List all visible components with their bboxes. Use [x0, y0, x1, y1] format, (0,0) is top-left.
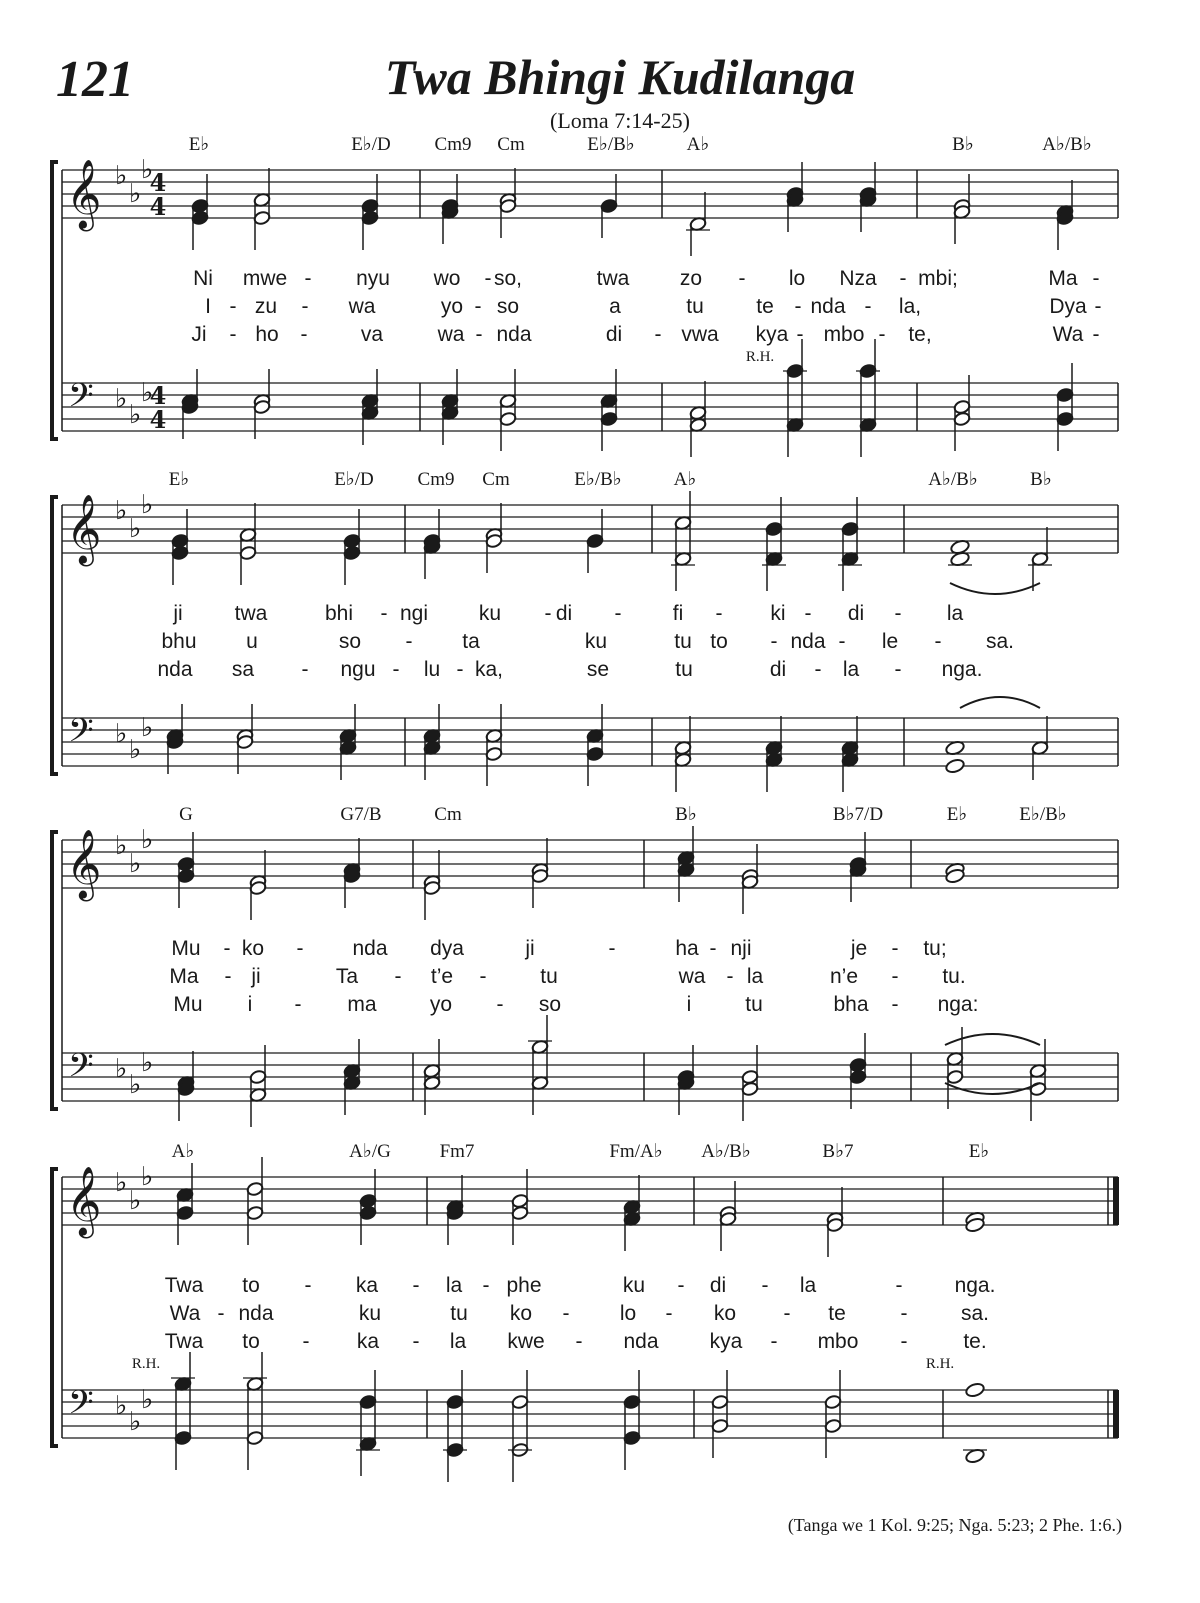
lyric-syllable: - [895, 1274, 903, 1297]
lyric-syllable: wo [433, 267, 461, 290]
lyric-syllable: ngu [340, 658, 376, 681]
lyric-syllable: - [726, 965, 734, 988]
lyric-syllable: lo [788, 267, 806, 290]
chord-symbol: Cm9 [417, 469, 455, 490]
chord-symbol: Fm/A♭ [609, 1141, 663, 1162]
flat-sign: ♭ [129, 735, 142, 765]
lyric-syllable: nda [157, 658, 193, 681]
lyric-syllable: kya [709, 1330, 743, 1353]
lyric-syllable: - [891, 937, 899, 960]
lyric-syllable: zo [679, 267, 703, 290]
lyric-syllable: - [380, 602, 388, 625]
flat-sign: ♭ [141, 490, 154, 520]
lyric-syllable: - [899, 267, 907, 290]
lyric-syllable: la, [898, 295, 922, 318]
lyric-syllable: ku [622, 1274, 646, 1297]
lyric-syllable: Wa [1052, 323, 1084, 346]
lyric-syllable: Ni [193, 267, 213, 290]
lyric-syllable: nda [623, 1330, 659, 1353]
lyric-syllable: kya [755, 323, 789, 346]
chord-symbol: Fm7 [439, 1141, 475, 1162]
lyric-syllable: vwa [681, 323, 719, 346]
time-signature-top: 4 [149, 168, 167, 197]
lyric-syllable: di [847, 602, 865, 625]
lyric-syllable: tu [540, 965, 558, 988]
lyric-syllable: - [761, 1274, 769, 1297]
chord-symbol: E♭/D [351, 134, 391, 155]
lyric-syllable: - [709, 937, 717, 960]
lyric-syllable: ko [713, 1302, 737, 1325]
lyric-syllable: te [756, 295, 774, 318]
lyric-syllable: wa [348, 295, 376, 318]
bass-clef: 𝄢 [68, 1384, 94, 1430]
lyric-syllable: - [891, 993, 899, 1016]
lyric-syllable: - [677, 1274, 685, 1297]
note-head [945, 758, 966, 774]
bass-clef: 𝄢 [68, 712, 94, 758]
lyric-syllable: - [794, 295, 802, 318]
lyric-syllable: tu. [942, 965, 966, 988]
system-bracket [52, 162, 58, 439]
lyric-syllable: - [608, 937, 616, 960]
lyric-syllable: - [394, 965, 402, 988]
lyric-syllable: fi [672, 602, 684, 625]
treble-clef: 𝄞 [66, 1166, 102, 1236]
lyric-syllable: - [304, 1274, 312, 1297]
lyric-syllable: - [900, 1330, 908, 1353]
lyric-syllable: - [1092, 267, 1100, 290]
lyric-syllable: ho [255, 323, 279, 346]
chord-symbol: B♭ [675, 804, 697, 825]
lyric-syllable: - [934, 630, 942, 653]
lyric-syllable: - [475, 323, 483, 346]
lyric-syllable: lu [423, 658, 441, 681]
flat-sign: ♭ [141, 1048, 154, 1078]
lyric-syllable: tu [675, 658, 693, 681]
lyric-syllable: nyu [356, 267, 390, 290]
lyric-syllable: dya [430, 937, 464, 960]
lyric-syllable: i [686, 993, 692, 1016]
lyric-syllable: - [804, 602, 812, 625]
lyric-syllable: ka [356, 1330, 380, 1353]
tie-slur [960, 697, 1040, 708]
lyric-syllable: tu [450, 1302, 468, 1325]
lyric-syllable: ku [584, 630, 608, 653]
chord-symbol: G [179, 804, 193, 825]
lyric-syllable: la [799, 1274, 817, 1297]
lyric-syllable: - [900, 1302, 908, 1325]
lyric-syllable: bhi [324, 602, 354, 625]
lyric-syllable: ko [241, 937, 265, 960]
tie-slur [950, 583, 1040, 594]
lyric-syllable: u [246, 630, 258, 653]
lyric-syllable: - [474, 295, 482, 318]
lyric-syllable: tu [674, 630, 692, 653]
lyric-syllable: wa [678, 965, 706, 988]
lyric-syllable: lo [619, 1302, 637, 1325]
lyric-syllable: ji [525, 937, 535, 960]
lyric-syllable: nga. [954, 1274, 996, 1297]
lyric-syllable: Twa [164, 1330, 204, 1353]
lyric-syllable: tu; [923, 937, 947, 960]
lyric-syllable: - [229, 295, 237, 318]
lyric-syllable: sa. [985, 630, 1015, 653]
lyric-syllable: - [482, 1274, 490, 1297]
lyric-syllable: la [445, 1274, 463, 1297]
chord-symbol: Cm [434, 804, 462, 825]
chord-symbol: A♭/B♭ [701, 1141, 751, 1162]
lyric-syllable: - [738, 267, 746, 290]
lyric-syllable: - [665, 1302, 673, 1325]
flat-sign: ♭ [141, 825, 154, 855]
lyric-syllable: - [894, 602, 902, 625]
lyric-syllable: ka, [474, 658, 504, 681]
lyric-syllable: Ta [335, 965, 359, 988]
lyric-syllable: - [783, 1302, 791, 1325]
lyric-syllable: - [304, 267, 312, 290]
lyric-syllable: - [300, 323, 308, 346]
flat-sign: ♭ [115, 1168, 128, 1198]
lyric-syllable: sa [231, 658, 255, 681]
lyric-syllable: ji [251, 965, 261, 988]
lyric-syllable: - [301, 295, 309, 318]
chord-symbol: A♭ [686, 134, 710, 155]
lyric-syllable: n’e [829, 965, 859, 988]
lyric-syllable: I [205, 295, 211, 318]
lyric-syllable: ku [358, 1302, 382, 1325]
flat-sign: ♭ [129, 1070, 142, 1100]
lyric-syllable: mbi; [918, 267, 958, 290]
lyric-syllable: - [796, 323, 804, 346]
treble-clef: 𝄞 [66, 494, 102, 564]
lyric-syllable: nda [790, 630, 826, 653]
lyric-syllable: - [217, 1302, 225, 1325]
flat-sign: ♭ [115, 719, 128, 749]
lyric-syllable: a [609, 295, 621, 318]
chord-symbol: B♭7 [822, 1141, 854, 1162]
hymn-number: 121 [56, 51, 134, 108]
lyric-syllable: Mu [173, 993, 203, 1016]
flat-sign: ♭ [141, 713, 154, 743]
lyric-syllable: - [456, 658, 464, 681]
lyric-syllable: yo [429, 993, 453, 1016]
note [945, 758, 966, 774]
hymn-title: Twa Bhingi Kudilanga [384, 49, 856, 105]
lyric-syllable: ha [675, 937, 699, 960]
system-bracket [52, 1169, 58, 1446]
chord-symbol: B♭ [1030, 469, 1052, 490]
lyric-syllable: - [1092, 323, 1100, 346]
lyric-syllable: - [302, 1330, 310, 1353]
lyric-syllable: di [605, 323, 623, 346]
lyric-syllable: - [412, 1330, 420, 1353]
lyric-syllable: ki [770, 602, 786, 625]
chord-symbol: E♭ [946, 804, 968, 825]
chord-symbol: A♭ [673, 469, 697, 490]
lyric-syllable: la [449, 1330, 467, 1353]
lyric-syllable: ku [478, 602, 502, 625]
bass-clef: 𝄢 [68, 377, 94, 423]
time-signature-bottom: 4 [149, 405, 167, 434]
chord-symbol: E♭/B♭ [1019, 804, 1067, 825]
lyric-syllable: to [242, 1274, 260, 1297]
lyric-syllable: - [229, 323, 237, 346]
tie-slur [945, 1034, 1040, 1045]
lyric-syllable: te, [908, 323, 932, 346]
lyric-syllable: di [709, 1274, 727, 1297]
chord-symbol: E♭/D [334, 469, 374, 490]
lyric-syllable: tu [686, 295, 704, 318]
flat-sign: ♭ [129, 179, 142, 209]
right-hand-mark: R.H. [745, 349, 775, 365]
lyric-syllable: Nza [839, 267, 877, 290]
lyric-syllable: Ma [1048, 267, 1078, 290]
flat-sign: ♭ [115, 161, 128, 191]
lyric-syllable: te. [963, 1330, 987, 1353]
lyric-syllable: - [296, 937, 304, 960]
note [965, 1382, 986, 1398]
flat-sign: ♭ [129, 514, 142, 544]
lyric-syllable: Mu [171, 937, 201, 960]
lyric-syllable: - [224, 965, 232, 988]
lyric-syllable: ma [347, 993, 377, 1016]
lyric-syllable: - [715, 602, 723, 625]
lyric-syllable: twa [234, 602, 268, 625]
lyric-syllable: i [247, 993, 253, 1016]
flat-sign: ♭ [129, 400, 142, 430]
lyric-syllable: - [479, 965, 487, 988]
lyric-syllable: - [614, 602, 622, 625]
lyric-syllable: nda [238, 1302, 274, 1325]
lyric-syllable: di [769, 658, 787, 681]
chord-symbol: E♭ [168, 469, 190, 490]
lyric-syllable: je [850, 937, 868, 960]
lyric-syllable: - [562, 1302, 570, 1325]
lyric-syllable: so [496, 295, 520, 318]
bass-clef: 𝄢 [68, 1047, 94, 1093]
chord-symbol: A♭/G [349, 1141, 391, 1162]
lyric-syllable: - [770, 1330, 778, 1353]
lyric-syllable: Twa [164, 1274, 204, 1297]
lyric-syllable: Ma [169, 965, 199, 988]
chord-symbol: Cm [497, 134, 525, 155]
lyric-syllable: mbo [817, 1330, 859, 1353]
lyric-syllable: mbo [823, 323, 865, 346]
lyric-syllable: - [544, 602, 552, 625]
lyric-syllable: zu [254, 295, 278, 318]
lyric-syllable: - [814, 658, 822, 681]
lyric-syllable: la [946, 602, 964, 625]
chord-symbol: A♭/B♭ [928, 469, 978, 490]
chord-symbol: A♭ [171, 1141, 195, 1162]
flat-sign: ♭ [129, 849, 142, 879]
chord-symbol: E♭/B♭ [574, 469, 622, 490]
flat-sign: ♭ [141, 1385, 154, 1415]
flat-sign: ♭ [141, 155, 154, 185]
flat-sign: ♭ [129, 1186, 142, 1216]
chord-symbol: E♭ [968, 1141, 990, 1162]
right-hand-mark: R.H. [131, 1356, 161, 1372]
lyric-syllable: - [484, 267, 492, 290]
lyric-syllable: - [301, 658, 309, 681]
flat-sign: ♭ [141, 1162, 154, 1192]
lyric-syllable: mwe [242, 267, 288, 290]
lyric-syllable: Dya [1049, 295, 1087, 318]
lyric-syllable: nda [352, 937, 388, 960]
time-signature-top: 4 [149, 381, 167, 410]
chord-symbol: E♭/B♭ [587, 134, 635, 155]
lyric-syllable: wa [437, 323, 465, 346]
lyric-syllable: - [412, 1274, 420, 1297]
chord-symbol: Cm9 [434, 134, 472, 155]
treble-clef: 𝄞 [66, 829, 102, 899]
lyric-syllable: - [894, 658, 902, 681]
lyric-syllable: nga: [937, 993, 979, 1016]
lyric-syllable: yo [440, 295, 464, 318]
lyric-syllable: ta [462, 630, 480, 653]
chord-symbol: A♭/B♭ [1042, 134, 1092, 155]
lyric-syllable: - [392, 658, 400, 681]
lyric-syllable: so, [493, 267, 523, 290]
lyric-syllable: la [842, 658, 860, 681]
time-signature-bottom: 4 [149, 192, 167, 221]
flat-sign: ♭ [115, 1391, 128, 1421]
lyric-syllable: ka [355, 1274, 379, 1297]
scripture-reference: (Loma 7:14-25) [550, 108, 690, 133]
lyric-syllable: ji [173, 602, 183, 625]
lyric-syllable: se [586, 658, 610, 681]
system-bracket [52, 497, 58, 774]
lyric-syllable: - [294, 993, 302, 1016]
lyric-syllable: bha [833, 993, 869, 1016]
lyric-syllable: - [891, 965, 899, 988]
flat-sign: ♭ [115, 384, 128, 414]
lyric-syllable: - [496, 993, 504, 1016]
lyric-syllable: - [770, 630, 778, 653]
chord-symbol: E♭ [188, 134, 210, 155]
lyric-syllable: phe [506, 1274, 542, 1297]
system-bracket [52, 832, 58, 1109]
lyric-syllable: la [746, 965, 764, 988]
lyric-syllable: twa [596, 267, 630, 290]
lyric-syllable: ko [509, 1302, 533, 1325]
lyric-syllable: so [338, 630, 362, 653]
lyric-syllable: va [360, 323, 384, 346]
lyric-syllable: Ji [191, 323, 207, 346]
flat-sign: ♭ [115, 831, 128, 861]
lyric-syllable: ngi [399, 602, 429, 625]
lyric-syllable: tu [745, 993, 763, 1016]
lyric-syllable: - [405, 630, 413, 653]
lyric-syllable: - [223, 937, 231, 960]
lyric-syllable: le [881, 630, 899, 653]
lyric-syllable: nji [730, 937, 752, 960]
right-hand-mark: R.H. [925, 1356, 955, 1372]
chord-symbol: B♭7/D [832, 804, 884, 825]
lyric-syllable: Wa [169, 1302, 201, 1325]
lyric-syllable: - [1094, 295, 1102, 318]
flat-sign: ♭ [141, 378, 154, 408]
lyric-syllable: to [242, 1330, 260, 1353]
note-head [965, 1382, 986, 1398]
lyric-syllable: nda [810, 295, 846, 318]
lyric-syllable: nda [496, 323, 532, 346]
lyric-syllable: - [864, 295, 872, 318]
lyric-syllable: kwe [507, 1330, 545, 1353]
flat-sign: ♭ [115, 496, 128, 526]
lyric-syllable: - [838, 630, 846, 653]
flat-sign: ♭ [115, 1054, 128, 1084]
lyric-syllable: so [538, 993, 562, 1016]
footnote-reference: (Tanga we 1 Kol. 9:25; Nga. 5:23; 2 Phe. 1:6.) [787, 1515, 1122, 1535]
lyric-syllable: di [555, 602, 573, 625]
chord-symbol: Cm [482, 469, 510, 490]
treble-clef: 𝄞 [66, 159, 102, 229]
lyric-syllable: - [575, 1330, 583, 1353]
chord-symbol: B♭ [952, 134, 974, 155]
lyric-syllable: nga. [941, 658, 983, 681]
lyric-syllable: bhu [161, 630, 197, 653]
lyric-syllable: t’e [430, 965, 454, 988]
lyric-syllable: - [878, 323, 886, 346]
lyric-syllable: sa. [960, 1302, 990, 1325]
lyric-syllable: te [828, 1302, 846, 1325]
flat-sign: ♭ [129, 1407, 142, 1437]
lyric-syllable: to [710, 630, 728, 653]
chord-symbol: G7/B [340, 804, 382, 825]
lyric-syllable: - [654, 323, 662, 346]
